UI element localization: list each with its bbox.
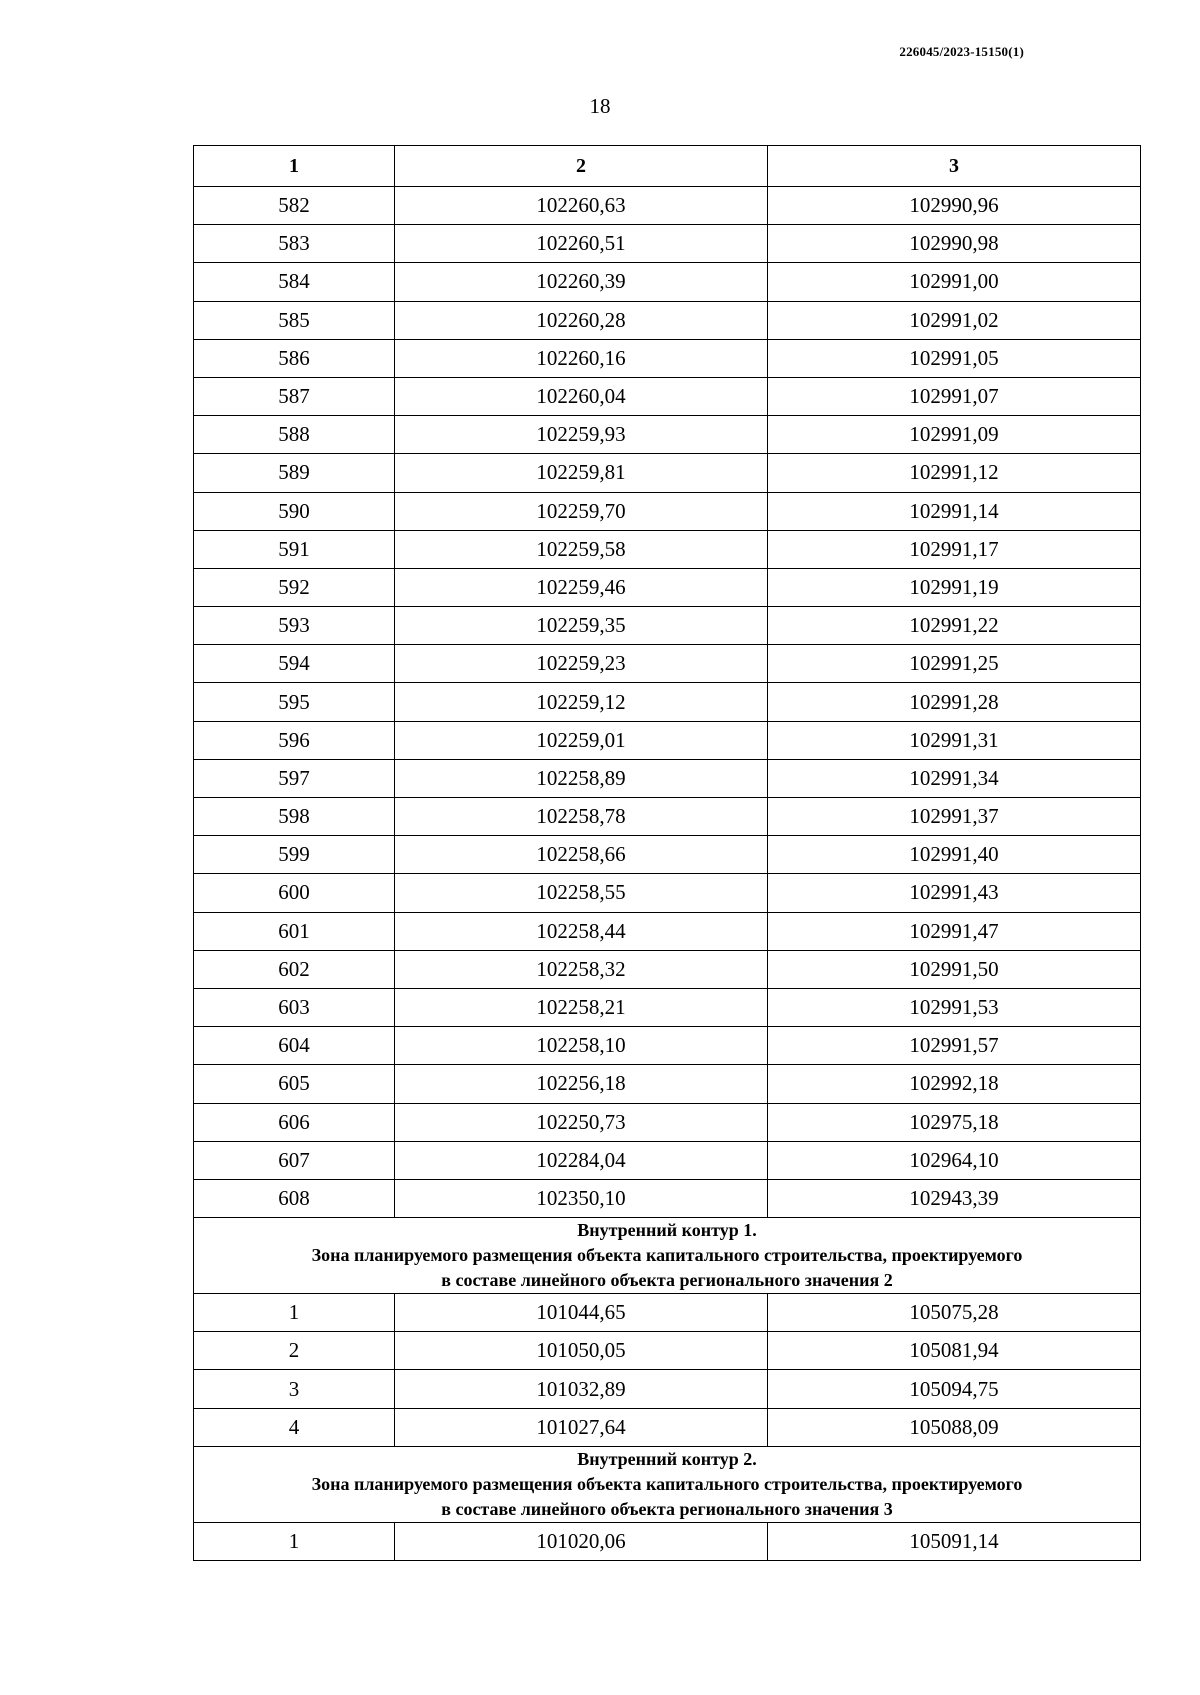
y-coordinate-cell: 102991,37 bbox=[768, 798, 1141, 836]
x-coordinate-cell: 102260,51 bbox=[395, 225, 768, 263]
table-row bbox=[194, 1065, 1141, 1103]
section-title-line1: Внутренний контур 1. bbox=[577, 1220, 757, 1241]
x-coordinate-cell: 101044,65 bbox=[395, 1294, 768, 1332]
y-coordinate-cell: 102991,34 bbox=[768, 759, 1141, 797]
x-coordinate-cell: 102259,01 bbox=[395, 721, 768, 759]
point-number-cell: 582 bbox=[194, 187, 395, 225]
x-coordinate-cell: 102259,23 bbox=[395, 645, 768, 683]
x-coordinate-cell: 101027,64 bbox=[395, 1408, 768, 1446]
y-coordinate-cell: 105088,09 bbox=[768, 1408, 1141, 1446]
x-coordinate-cell: 102250,73 bbox=[395, 1103, 768, 1141]
table-header-row bbox=[194, 146, 1141, 187]
x-coordinate-cell: 102258,78 bbox=[395, 798, 768, 836]
y-coordinate-cell: 102991,00 bbox=[768, 263, 1141, 301]
point-number-cell: 586 bbox=[194, 339, 395, 377]
y-coordinate-cell: 102991,19 bbox=[768, 568, 1141, 606]
point-number-cell: 594 bbox=[194, 645, 395, 683]
y-coordinate-cell: 102991,05 bbox=[768, 339, 1141, 377]
point-number-cell: 593 bbox=[194, 607, 395, 645]
point-number-cell: 591 bbox=[194, 530, 395, 568]
point-number-cell: 588 bbox=[194, 416, 395, 454]
point-number-cell: 592 bbox=[194, 568, 395, 606]
section-header-row bbox=[194, 1218, 1141, 1294]
y-coordinate-cell: 102991,09 bbox=[768, 416, 1141, 454]
section-title bbox=[194, 1446, 1141, 1522]
point-number-cell: 600 bbox=[194, 874, 395, 912]
y-coordinate-cell: 102991,57 bbox=[768, 1027, 1141, 1065]
x-coordinate-cell: 102259,12 bbox=[395, 683, 768, 721]
y-coordinate-cell: 102991,31 bbox=[768, 721, 1141, 759]
x-coordinate-cell: 102259,46 bbox=[395, 568, 768, 606]
y-coordinate-cell: 102975,18 bbox=[768, 1103, 1141, 1141]
x-coordinate-cell: 101032,89 bbox=[395, 1370, 768, 1408]
x-coordinate-cell: 102258,89 bbox=[395, 759, 768, 797]
table-row bbox=[194, 1408, 1141, 1446]
table-row bbox=[194, 798, 1141, 836]
y-coordinate-cell: 102991,12 bbox=[768, 454, 1141, 492]
point-number-cell: 606 bbox=[194, 1103, 395, 1141]
y-coordinate-cell: 105094,75 bbox=[768, 1370, 1141, 1408]
table-row bbox=[194, 874, 1141, 912]
point-number-cell: 599 bbox=[194, 836, 395, 874]
point-number-cell: 4 bbox=[194, 1408, 395, 1446]
point-number-cell: 595 bbox=[194, 683, 395, 721]
y-coordinate-cell: 102991,47 bbox=[768, 912, 1141, 950]
y-coordinate-cell: 102991,25 bbox=[768, 645, 1141, 683]
x-coordinate-cell: 101020,06 bbox=[395, 1522, 768, 1560]
table-row bbox=[194, 1522, 1141, 1560]
section-title-line2: Зона планируемого размещения объекта капитального строительства, проектируемого bbox=[311, 1473, 1023, 1494]
table-row bbox=[194, 683, 1141, 721]
x-coordinate-cell: 102258,44 bbox=[395, 912, 768, 950]
y-coordinate-cell: 102990,98 bbox=[768, 225, 1141, 263]
x-coordinate-cell: 102258,55 bbox=[395, 874, 768, 912]
y-coordinate-cell: 102991,28 bbox=[768, 683, 1141, 721]
x-coordinate-cell: 102258,66 bbox=[395, 836, 768, 874]
table-row bbox=[194, 721, 1141, 759]
x-coordinate-cell: 102260,39 bbox=[395, 263, 768, 301]
y-coordinate-cell: 105091,14 bbox=[768, 1522, 1141, 1560]
table-row bbox=[194, 950, 1141, 988]
point-number-cell: 2 bbox=[194, 1332, 395, 1370]
section-title-line2: Зона планируемого размещения объекта капитального строительства, проектируемого bbox=[311, 1245, 1023, 1266]
column-header-3: 3 bbox=[768, 146, 1141, 187]
table-row bbox=[194, 568, 1141, 606]
x-coordinate-cell: 102260,63 bbox=[395, 187, 768, 225]
y-coordinate-cell: 102991,50 bbox=[768, 950, 1141, 988]
x-coordinate-cell: 102260,04 bbox=[395, 377, 768, 415]
coordinates-table bbox=[193, 145, 1141, 1561]
x-coordinate-cell: 102256,18 bbox=[395, 1065, 768, 1103]
point-number-cell: 601 bbox=[194, 912, 395, 950]
table-row bbox=[194, 530, 1141, 568]
column-header-2: 2 bbox=[395, 146, 768, 187]
table-row bbox=[194, 1103, 1141, 1141]
table-row bbox=[194, 836, 1141, 874]
y-coordinate-cell: 102991,14 bbox=[768, 492, 1141, 530]
point-number-cell: 590 bbox=[194, 492, 395, 530]
point-number-cell: 604 bbox=[194, 1027, 395, 1065]
point-number-cell: 597 bbox=[194, 759, 395, 797]
section-title-line3: в составе линейного объекта регионального значения 3 bbox=[441, 1498, 893, 1519]
document-id: 226045/2023-15150(1) bbox=[899, 44, 1024, 59]
table-row bbox=[194, 301, 1141, 339]
x-coordinate-cell: 102259,81 bbox=[395, 454, 768, 492]
point-number-cell: 608 bbox=[194, 1179, 395, 1217]
table-row bbox=[194, 759, 1141, 797]
x-coordinate-cell: 102284,04 bbox=[395, 1141, 768, 1179]
y-coordinate-cell: 102964,10 bbox=[768, 1141, 1141, 1179]
table-row bbox=[194, 1141, 1141, 1179]
section-title bbox=[194, 1218, 1141, 1294]
x-coordinate-cell: 102259,35 bbox=[395, 607, 768, 645]
x-coordinate-cell: 102260,16 bbox=[395, 339, 768, 377]
point-number-cell: 583 bbox=[194, 225, 395, 263]
point-number-cell: 602 bbox=[194, 950, 395, 988]
table-row bbox=[194, 645, 1141, 683]
x-coordinate-cell: 102258,10 bbox=[395, 1027, 768, 1065]
point-number-cell: 603 bbox=[194, 988, 395, 1026]
x-coordinate-cell: 102259,93 bbox=[395, 416, 768, 454]
x-coordinate-cell: 102258,21 bbox=[395, 988, 768, 1026]
section-title-line3: в составе линейного объекта регионального значения 2 bbox=[441, 1270, 893, 1291]
point-number-cell: 585 bbox=[194, 301, 395, 339]
table-row bbox=[194, 377, 1141, 415]
y-coordinate-cell: 102990,96 bbox=[768, 187, 1141, 225]
table-row bbox=[194, 225, 1141, 263]
section-header-row bbox=[194, 1446, 1141, 1522]
point-number-cell: 589 bbox=[194, 454, 395, 492]
table-row bbox=[194, 339, 1141, 377]
table-row bbox=[194, 1179, 1141, 1217]
point-number-cell: 1 bbox=[194, 1522, 395, 1560]
point-number-cell: 607 bbox=[194, 1141, 395, 1179]
x-coordinate-cell: 102350,10 bbox=[395, 1179, 768, 1217]
point-number-cell: 3 bbox=[194, 1370, 395, 1408]
table-row bbox=[194, 187, 1141, 225]
table-row bbox=[194, 1294, 1141, 1332]
point-number-cell: 1 bbox=[194, 1294, 395, 1332]
column-header-1: 1 bbox=[194, 146, 395, 187]
section-title-line1: Внутренний контур 2. bbox=[577, 1448, 757, 1469]
table-row bbox=[194, 1370, 1141, 1408]
table-row bbox=[194, 1332, 1141, 1370]
table-row bbox=[194, 912, 1141, 950]
y-coordinate-cell: 102991,40 bbox=[768, 836, 1141, 874]
y-coordinate-cell: 102991,02 bbox=[768, 301, 1141, 339]
y-coordinate-cell: 105081,94 bbox=[768, 1332, 1141, 1370]
table-row bbox=[194, 263, 1141, 301]
y-coordinate-cell: 102991,22 bbox=[768, 607, 1141, 645]
y-coordinate-cell: 102943,39 bbox=[768, 1179, 1141, 1217]
point-number-cell: 596 bbox=[194, 721, 395, 759]
table-row bbox=[194, 607, 1141, 645]
point-number-cell: 584 bbox=[194, 263, 395, 301]
x-coordinate-cell: 102259,70 bbox=[395, 492, 768, 530]
table-row bbox=[194, 454, 1141, 492]
table-row bbox=[194, 988, 1141, 1026]
y-coordinate-cell: 102991,07 bbox=[768, 377, 1141, 415]
table-row bbox=[194, 492, 1141, 530]
table-row bbox=[194, 416, 1141, 454]
point-number-cell: 605 bbox=[194, 1065, 395, 1103]
table-row bbox=[194, 1027, 1141, 1065]
x-coordinate-cell: 102259,58 bbox=[395, 530, 768, 568]
page-number: 18 bbox=[589, 94, 611, 118]
point-number-cell: 598 bbox=[194, 798, 395, 836]
point-number-cell: 587 bbox=[194, 377, 395, 415]
y-coordinate-cell: 105075,28 bbox=[768, 1294, 1141, 1332]
x-coordinate-cell: 101050,05 bbox=[395, 1332, 768, 1370]
x-coordinate-cell: 102260,28 bbox=[395, 301, 768, 339]
y-coordinate-cell: 102991,17 bbox=[768, 530, 1141, 568]
y-coordinate-cell: 102991,53 bbox=[768, 988, 1141, 1026]
y-coordinate-cell: 102992,18 bbox=[768, 1065, 1141, 1103]
x-coordinate-cell: 102258,32 bbox=[395, 950, 768, 988]
y-coordinate-cell: 102991,43 bbox=[768, 874, 1141, 912]
